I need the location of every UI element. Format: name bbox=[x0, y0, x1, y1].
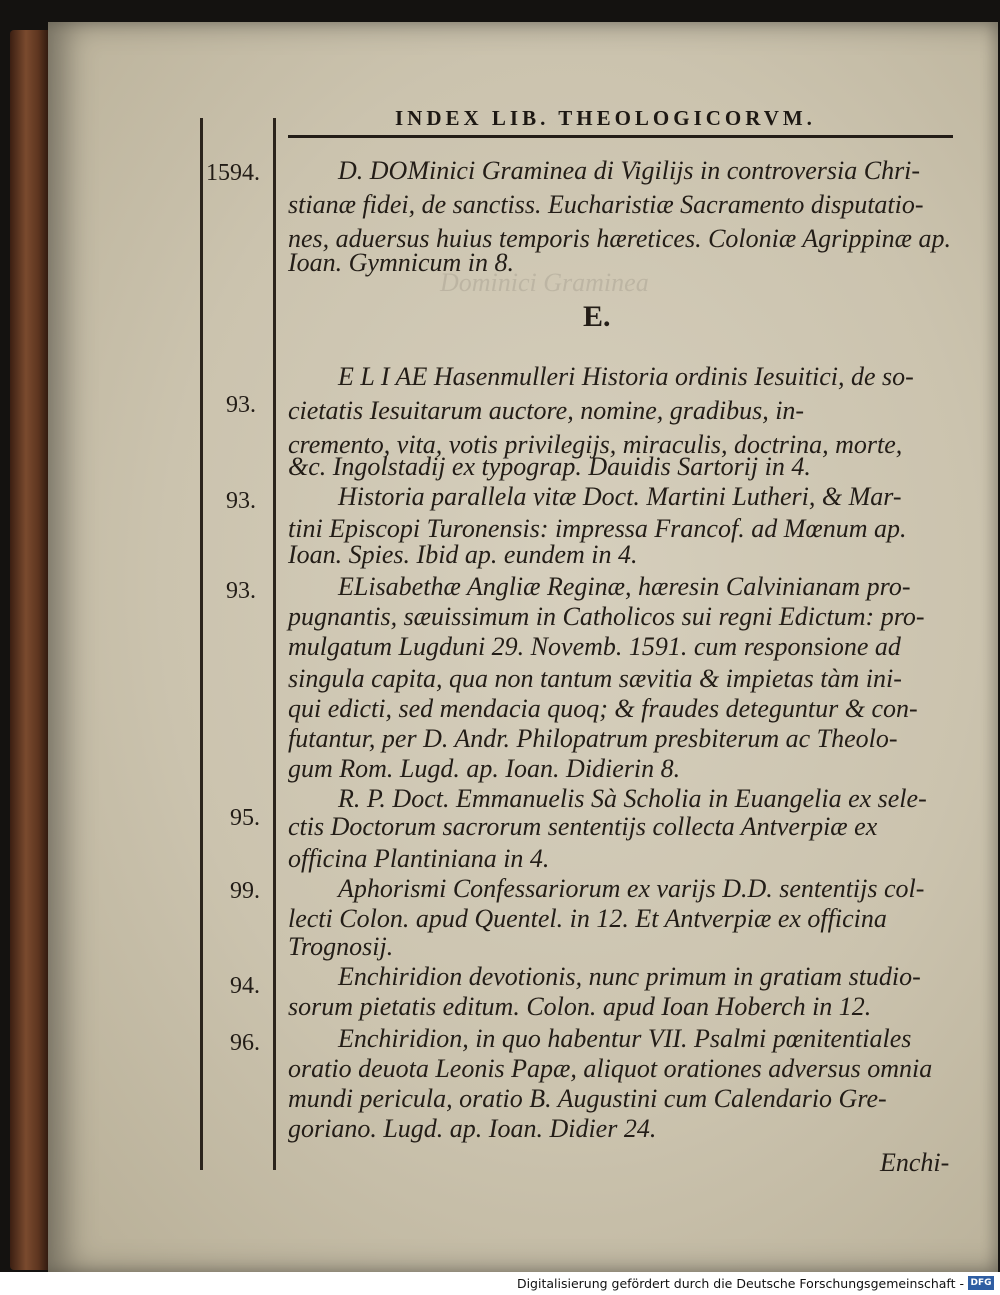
margin-year: 93. bbox=[226, 392, 256, 418]
text-line: Trognosij. bbox=[288, 932, 394, 961]
bleed-through-text: Dominici Graminea bbox=[440, 268, 649, 297]
text-line: ctis Doctorum sacrorum sententijs collecta Antverpiæ ex bbox=[288, 812, 878, 841]
margin-year: 95. bbox=[230, 805, 260, 831]
text-line: Ioan. Spies. Ibid ap. eundem in 4. bbox=[288, 540, 638, 569]
footer-bar bbox=[0, 1272, 1000, 1295]
margin-year: 93. bbox=[226, 578, 256, 604]
text-line: cietatis Iesuitarum auctore, nomine, gradibus, in- bbox=[288, 396, 805, 425]
text-line: officina Plantiniana in 4. bbox=[288, 844, 550, 873]
funding-notice: Digitalisierung gefördert durch die Deutsche Forschungsgemeinschaft - bbox=[516, 1276, 964, 1291]
section-letter: E. bbox=[583, 300, 611, 333]
text-line: nes, aduersus huius temporis hæretices. Coloniæ Agrippinæ ap. bbox=[288, 224, 952, 253]
text-line: lecti Colon. apud Quentel. in 12. Et Antverpiæ ex officina bbox=[288, 904, 887, 933]
text-line: Aphorismi Confessariorum ex varijs D.D. sententijs col- bbox=[338, 874, 925, 903]
text-line: cremento, vita, votis privilegijs, miraculis, doctrina, morte, bbox=[288, 430, 903, 459]
text-line: pugnantis, sæuissimum in Catholicos sui regni Edictum: pro- bbox=[288, 602, 925, 631]
text-line: gum Rom. Lugd. ap. Ioan. Didierin 8. bbox=[288, 754, 681, 783]
margin-year: 93. bbox=[226, 488, 256, 514]
text-line: Historia parallela vitæ Doct. Martini Lutheri, & Mar- bbox=[338, 482, 902, 511]
catchword: Enchi- bbox=[880, 1148, 950, 1177]
text-line: &c. Ingolstadij ex typograp. Dauidis Sartorij in 4. bbox=[288, 452, 811, 481]
text-line: Enchiridion, in quo habentur VII. Psalmi pœnitentiales bbox=[338, 1024, 912, 1053]
margin-year: 99. bbox=[230, 878, 260, 904]
text-line: D. DOMinici Graminea di Vigilijs in controversia Chri- bbox=[338, 156, 921, 185]
dfg-logo: DFG bbox=[968, 1276, 994, 1290]
margin-year: 96. bbox=[230, 1030, 260, 1056]
text-line: oratio deuota Leonis Papæ, aliquot orationes adversus omnia bbox=[288, 1054, 933, 1083]
margin-rule-left bbox=[200, 118, 203, 1170]
margin-year: 94. bbox=[230, 973, 260, 999]
text-line: mundi pericula, oratio B. Augustini cum Calendario Gre- bbox=[288, 1084, 887, 1113]
text-line: goriano. Lugd. ap. Ioan. Didier 24. bbox=[288, 1114, 657, 1143]
text-line: sorum pietatis editum. Colon. apud Ioan Hoberch in 12. bbox=[288, 992, 872, 1021]
text-line: ELisabethæ Angliæ Reginæ, hæresin Calvinianam pro- bbox=[338, 572, 911, 601]
header-rule bbox=[288, 135, 953, 138]
text-line: tini Episcopi Turonensis: impressa Francof. ad Mœnum ap. bbox=[288, 514, 907, 543]
text-line: E L I AE Hasenmulleri Historia ordinis Iesuitici, de so- bbox=[338, 362, 914, 391]
running-head: INDEX LIB. THEOLOGICORVM. bbox=[395, 106, 816, 130]
text-line: qui edicti, sed mendacia quoq; & fraudes deteguntur & con- bbox=[288, 694, 918, 723]
text-line: futantur, per D. Andr. Philopatrum presbiterum ac Theolo- bbox=[288, 724, 898, 753]
text-line: mulgatum Lugduni 29. Novemb. 1591. cum responsione ad bbox=[288, 632, 901, 661]
text-line: Enchiridion devotionis, nunc primum in gratiam studio- bbox=[338, 962, 921, 991]
margin-year: 1594. bbox=[206, 160, 260, 186]
book-edge bbox=[10, 30, 50, 1270]
text-line: Ioan. Gymnicum in 8. bbox=[288, 248, 515, 277]
text-line: singula capita, qua non tantum sævitia & impietas tàm ini- bbox=[288, 664, 902, 693]
text-line: stianæ fidei, de sanctiss. Eucharistiæ Sacramento disputatio- bbox=[288, 190, 924, 219]
margin-rule-right bbox=[273, 118, 276, 1170]
text-line: R. P. Doct. Emmanuelis Sà Scholia in Euangelia ex sele- bbox=[338, 784, 927, 813]
